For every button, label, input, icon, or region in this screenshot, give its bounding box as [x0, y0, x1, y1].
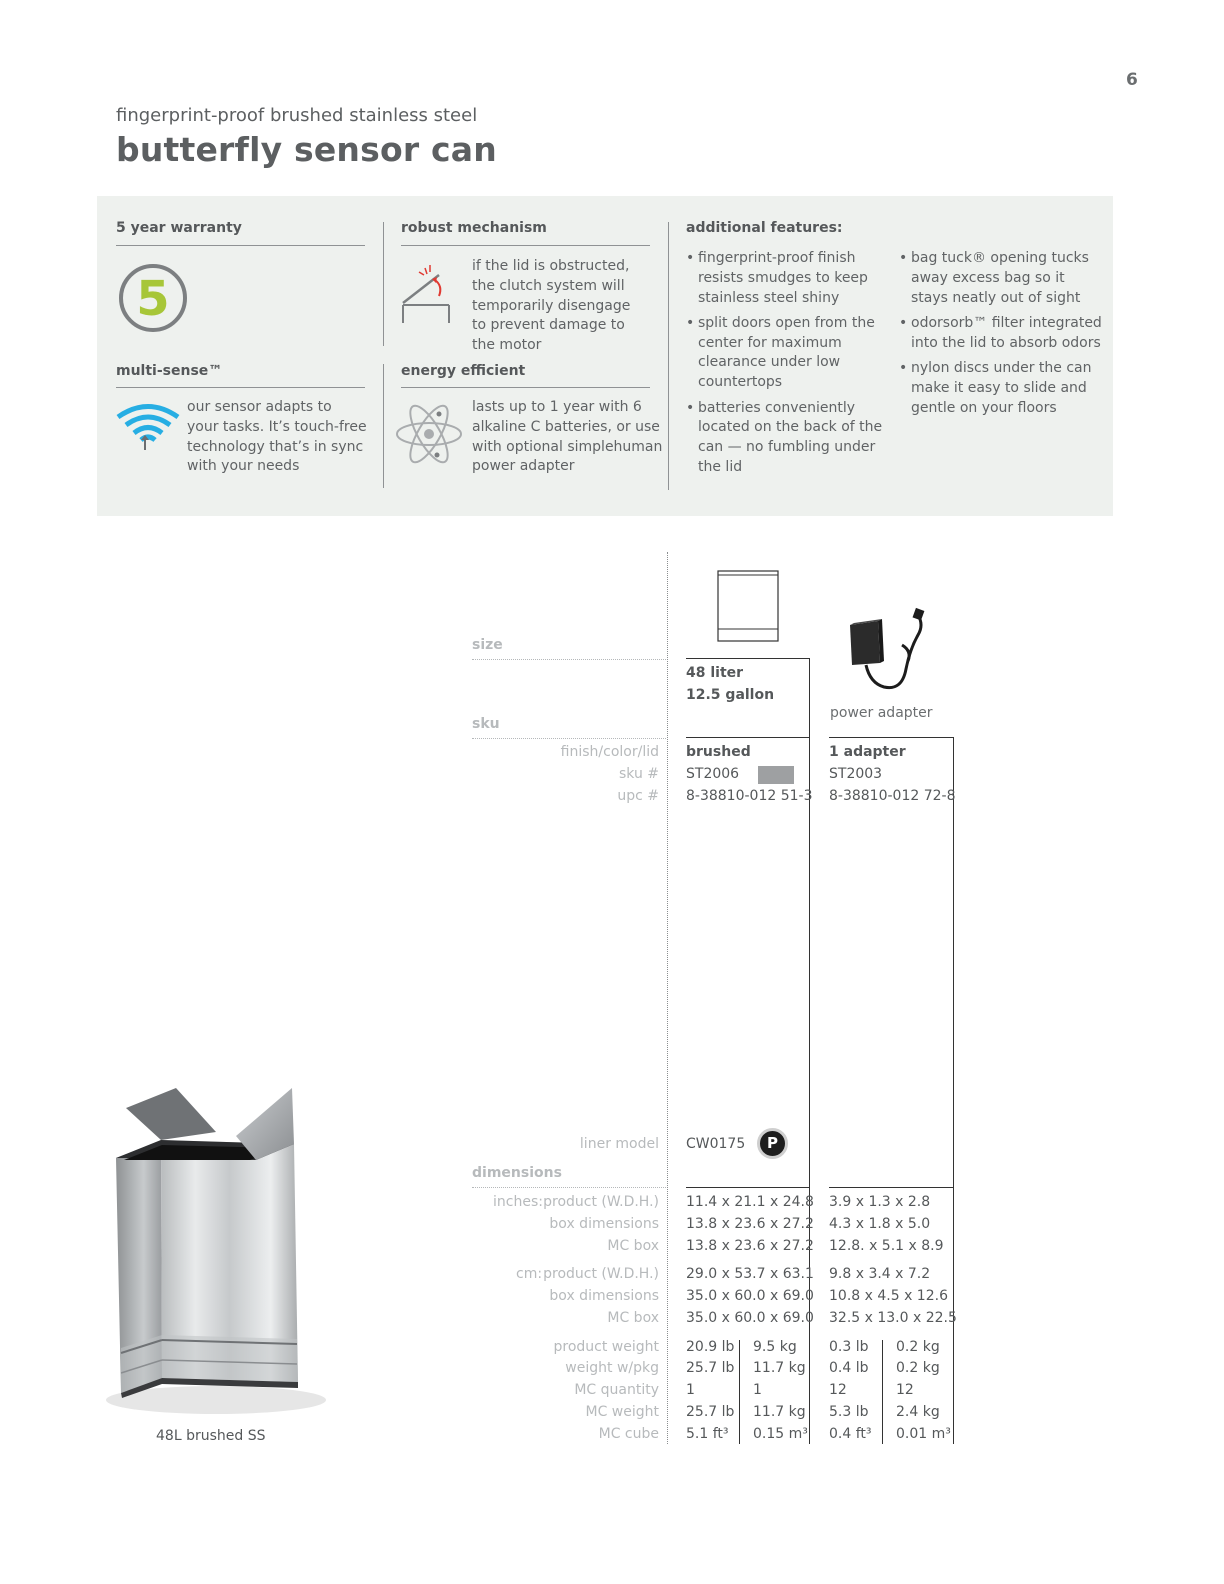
adapter-cm-box: 10.8 x 4.5 x 12.6	[829, 1288, 948, 1304]
can-cm-mc-box: 35.0 x 60.0 x 69.0	[686, 1310, 814, 1326]
robust-heading: robust mechanism	[401, 220, 547, 236]
list-item: • batteries conveniently located on the back of the can — no fumbling under the lid	[686, 399, 886, 478]
can-cm-box: 35.0 x 60.0 x 69.0	[686, 1288, 814, 1304]
sku-section-label: sku	[472, 716, 500, 732]
liner-badge-icon: P	[757, 1128, 788, 1159]
adapter-cm-mc-box: 32.5 x 13.0 x 22.5	[829, 1310, 957, 1326]
can-in-box: 13.8 x 23.6 x 27.2	[686, 1216, 814, 1232]
adapter-mc-cube-m: 0.01 m³	[896, 1426, 951, 1442]
product-title: butterfly sensor can	[116, 130, 497, 169]
mc-weight-label: MC weight	[585, 1404, 659, 1420]
list-item: • split doors open from the center for maximum clearance under low countertops	[686, 314, 886, 393]
size-section-label: size	[472, 637, 503, 653]
features-panel	[97, 196, 1113, 516]
finish-label: finish/color/lid	[560, 744, 659, 760]
adapter-weight-lb: 0.3 lb	[829, 1339, 869, 1355]
adapter-mc-cube-ft: 0.4 ft³	[829, 1426, 872, 1442]
list-item: • odorsorb™ filter integrated into the lid to absorb odors	[899, 314, 1104, 354]
can-mc-weight-lb: 25.7 lb	[686, 1404, 735, 1420]
can-weight-lb: 20.9 lb	[686, 1339, 735, 1355]
additional-features-list	[899, 249, 1104, 424]
list-item: • nylon discs under the can make it easy to slide and gentle on your floors	[899, 359, 1104, 418]
additional-features-heading: additional features:	[686, 220, 843, 236]
adapter-upc: 8-38810-012 72-8	[829, 788, 956, 804]
can-weight-divider	[739, 1340, 740, 1444]
can-sku-rule	[686, 737, 810, 738]
multisense-description: our sensor adapts to your tasks. It’s touch-free technology that’s in sync with your needs	[187, 399, 367, 475]
can-liner-model: CW0175	[686, 1136, 746, 1152]
adapter-pkg-weight-lb: 0.4 lb	[829, 1360, 869, 1376]
list-item: • bag tuck® opening tucks away excess bag so it stays neatly out of sight	[899, 249, 1104, 308]
multisense-heading: multi-sense™	[116, 363, 223, 379]
can-column-rule	[809, 658, 810, 1444]
can-finish: brushed	[686, 744, 751, 760]
product-dimensions-label: product (W.D.H.)	[543, 1194, 659, 1210]
can-mc-weight-kg: 11.7 kg	[753, 1404, 806, 1420]
brushed-color-swatch	[758, 766, 794, 784]
can-mc-quantity: 1	[753, 1382, 762, 1398]
sensor-wave-icon	[115, 400, 181, 452]
can-sku: ST2006	[686, 766, 740, 782]
can-in-product: 11.4 x 21.1 x 24.8	[686, 1194, 814, 1210]
adapter-mc-quantity: 12	[829, 1382, 847, 1398]
can-mc-quantity: 1	[686, 1382, 695, 1398]
can-size-icon	[717, 570, 779, 642]
box-dimensions-label: box dimensions	[549, 1288, 659, 1304]
adapter-in-product: 3.9 x 1.3 x 2.8	[829, 1194, 931, 1210]
weight-with-package-label: weight w/pkg	[565, 1360, 659, 1376]
butterfly-can-product-image	[66, 1048, 351, 1428]
can-size-gallon: 12.5 gallon	[686, 687, 775, 703]
adapter-in-mc-box: 12.8. x 5.1 x 8.9	[829, 1238, 944, 1254]
cm-label: cm:	[516, 1266, 543, 1282]
sku-number-label: sku #	[618, 766, 659, 782]
lid-mechanism-icon	[399, 262, 461, 326]
adapter-sku-rule	[829, 737, 954, 738]
energy-rule	[401, 387, 650, 388]
can-size-liter: 48 liter	[686, 665, 744, 681]
adapter-column-rule	[953, 737, 954, 1444]
robust-rule	[401, 245, 650, 246]
product-dimensions-label: product (W.D.H.)	[543, 1266, 659, 1282]
adapter-pkg-weight-kg: 0.2 kg	[896, 1360, 940, 1376]
can-pkg-weight-lb: 25.7 lb	[686, 1360, 735, 1376]
can-pkg-weight-kg: 11.7 kg	[753, 1360, 806, 1376]
atom-energy-icon	[395, 400, 463, 468]
box-dimensions-label: box dimensions	[549, 1216, 659, 1232]
page-number: 6	[1126, 70, 1138, 90]
mc-quantity-label: MC quantity	[574, 1382, 659, 1398]
adapter-finish: 1 adapter	[829, 744, 906, 760]
sku-section-rule	[472, 738, 666, 739]
upc-number-label: upc #	[617, 788, 659, 804]
inches-label: inches:	[493, 1194, 543, 1210]
can-in-mc-box: 13.8 x 23.6 x 27.2	[686, 1238, 814, 1254]
can-mc-cube-ft: 5.1 ft³	[686, 1426, 729, 1442]
mc-box-label: MC box	[607, 1310, 659, 1326]
column-divider	[383, 364, 384, 488]
liner-model-label: liner model	[579, 1136, 659, 1152]
can-weight-kg: 9.5 kg	[753, 1339, 797, 1355]
adapter-weight-divider	[882, 1340, 883, 1444]
power-adapter-image	[840, 605, 930, 695]
adapter-mc-weight-lb: 5.3 lb	[829, 1404, 869, 1420]
column-divider	[668, 222, 669, 490]
can-column-top-rule	[686, 658, 810, 659]
product-image-caption: 48L brushed SS	[156, 1428, 266, 1444]
dimensions-section-label: dimensions	[472, 1165, 562, 1181]
warranty-rule	[116, 245, 365, 246]
adapter-cm-product: 9.8 x 3.4 x 7.2	[829, 1266, 931, 1282]
size-section-rule	[472, 659, 666, 660]
robust-description: if the lid is obstructed, the clutch system will temporarily disengage to prevent damage to the motor	[472, 258, 631, 354]
column-divider	[383, 222, 384, 346]
energy-heading: energy efficient	[401, 363, 526, 379]
warranty-5-icon	[117, 262, 189, 334]
adapter-dimensions-rule	[829, 1187, 954, 1188]
adapter-caption: power adapter	[830, 705, 933, 721]
adapter-in-box: 4.3 x 1.8 x 5.0	[829, 1216, 931, 1232]
can-dimensions-rule	[686, 1187, 810, 1188]
spec-table-divider	[667, 552, 668, 1444]
adapter-weight-kg: 0.2 kg	[896, 1339, 940, 1355]
can-cm-product: 29.0 x 53.7 x 63.1	[686, 1266, 814, 1282]
additional-features-list	[686, 249, 886, 483]
multisense-rule	[116, 387, 365, 388]
can-upc: 8-38810-012 51-3	[686, 788, 813, 804]
adapter-sku: ST2003	[829, 766, 883, 782]
adapter-mc-weight-kg: 2.4 kg	[896, 1404, 940, 1420]
dimensions-section-rule	[472, 1187, 666, 1188]
warranty-badge-number: 5	[136, 271, 170, 327]
energy-description: lasts up to 1 year with 6 alkaline C batteries, or use with optional simplehuman power adapter	[472, 399, 663, 475]
can-mc-cube-m: 0.15 m³	[753, 1426, 808, 1442]
product-weight-label: product weight	[553, 1339, 659, 1355]
mc-cube-label: MC cube	[598, 1426, 659, 1442]
warranty-heading: 5 year warranty	[116, 220, 242, 236]
mc-box-label: MC box	[607, 1238, 659, 1254]
list-item: • fingerprint-proof finish resists smudges to keep stainless steel shiny	[686, 249, 886, 308]
adapter-mc-quantity: 12	[896, 1382, 914, 1398]
product-subtitle: fingerprint-proof brushed stainless steel	[116, 105, 478, 126]
